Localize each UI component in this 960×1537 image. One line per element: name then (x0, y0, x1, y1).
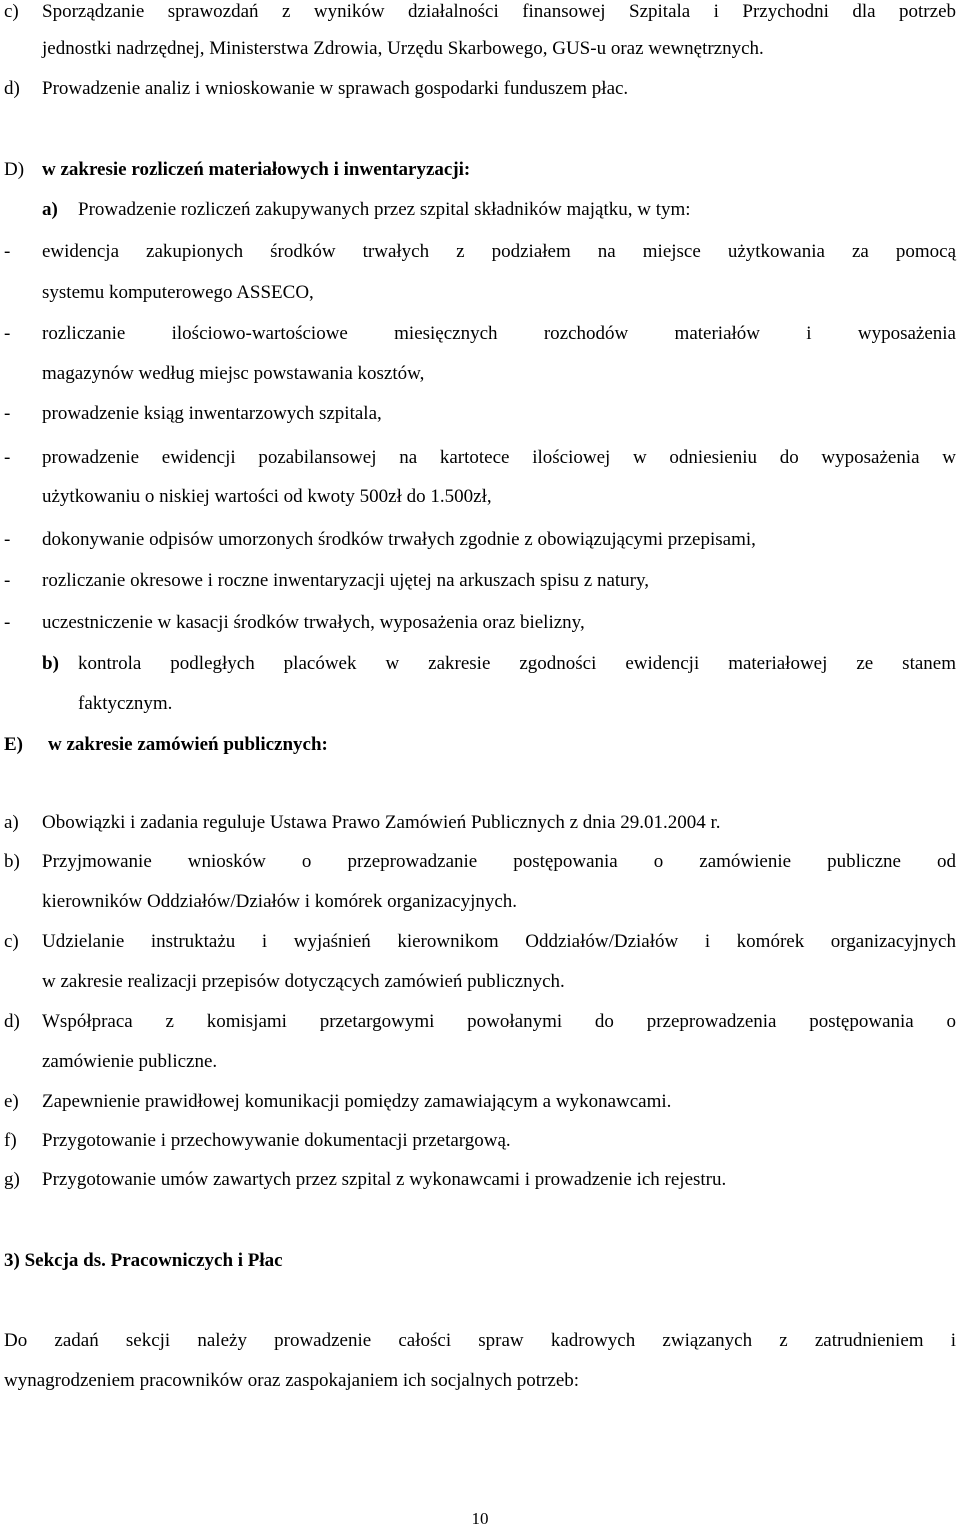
bullet-line: ewidencja zakupionych środków trwałych z podziałem na miejsce użytkowania za pomocą (42, 241, 956, 262)
bullet-line: systemu komputerowego ASSECO, (42, 282, 314, 303)
item-label: d) (4, 1011, 20, 1032)
bullet-line: prowadzenie ewidencji pozabilansowej na kartotece ilościowej w odniesieniu do wyposażenia w (42, 447, 956, 468)
item-label: f) (4, 1130, 17, 1151)
bullet-line: użytkowaniu o niskiej wartości od kwoty 500zł do 1.500zł, (42, 486, 492, 507)
item-label: c) (4, 1, 19, 22)
item-label: c) (4, 931, 19, 952)
item-label: g) (4, 1169, 20, 1190)
paragraph-line: zamówienie publiczne. (42, 1051, 218, 1072)
page-number: 10 (471, 1509, 489, 1528)
bullet-dash: - (4, 529, 11, 550)
paragraph-line: Zapewnienie prawidłowej komunikacji pomiędzy zamawiającym a wykonawcami. (42, 1091, 672, 1112)
section-label: E) (4, 734, 23, 755)
item-label: a) (4, 812, 19, 833)
paragraph-line: Przygotowanie i przechowywanie dokumentacji przetargową. (42, 1130, 511, 1151)
paragraph-line: Współpraca z komisjami przetargowymi powołanymi do przeprowadzenia postępowania o (42, 1011, 956, 1032)
paragraph-line: kontrola podległych placówek w zakresie zgodności ewidencji materiałowej ze stanem (78, 653, 956, 674)
bullet-line: magazynów według miejsc powstawania kosztów, (42, 363, 425, 384)
paragraph-line: Udzielanie instruktażu i wyjaśnień kierownikom Oddziałów/Działów i komórek organizacyjnych (42, 931, 956, 952)
bullet-line: dokonywanie odpisów umorzonych środków trwałych zgodnie z obowiązującymi przepisami, (42, 529, 756, 550)
section-label: D) (4, 159, 25, 180)
paragraph-line: jednostki nadrzędnej, Ministerstwa Zdrowia, Urzędu Skarbowego, GUS-u oraz wewnętrznych. (42, 38, 764, 59)
paragraph-line: Sporządzanie sprawozdań z wyników działalności finansowej Szpitala i Przychodni dla potrzeb (42, 1, 956, 22)
bullet-line: rozliczanie okresowe i roczne inwentaryzacji ujętej na arkuszach spisu z natury, (42, 570, 650, 591)
item-label: a) (42, 199, 58, 220)
paragraph-line: faktycznym. (78, 693, 173, 714)
bullet-dash: - (4, 241, 11, 262)
bullet-line: uczestniczenie w kasacji środków trwałych, wyposażenia oraz bielizny, (42, 612, 585, 633)
item-label: e) (4, 1091, 19, 1112)
item-label: d) (4, 78, 20, 99)
bullet-dash: - (4, 612, 11, 633)
item-label: b) (42, 653, 59, 674)
bullet-dash: - (4, 570, 11, 591)
paragraph-line: Do zadań sekcji należy prowadzenie całości spraw kadrowych związanych z zatrudnieniem i (4, 1330, 956, 1351)
bullet-dash: - (4, 447, 11, 468)
bullet-dash: - (4, 403, 11, 424)
bullet-dash: - (4, 323, 11, 344)
paragraph-line: wynagrodzeniem pracowników oraz zaspokajaniem ich socjalnych potrzeb: (4, 1370, 580, 1391)
paragraph-line: Obowiązki i zadania reguluje Ustawa Prawo Zamówień Publicznych z dnia 29.01.2004 r. (42, 812, 721, 833)
paragraph-line: Przygotowanie umów zawartych przez szpital z wykonawcami i prowadzenie ich rejestru. (42, 1169, 727, 1190)
item-label: b) (4, 851, 20, 872)
section-heading: 3) Sekcja ds. Pracowniczych i Płac (4, 1250, 283, 1271)
paragraph-line: Przyjmowanie wniosków o przeprowadzanie postępowania o zamówienie publiczne od (42, 851, 956, 872)
section-heading: w zakresie rozliczeń materiałowych i inwentaryzacji: (42, 159, 471, 180)
paragraph-line: w zakresie realizacji przepisów dotyczących zamówień publicznych. (42, 971, 565, 992)
bullet-line: prowadzenie ksiąg inwentarzowych szpitala, (42, 403, 382, 424)
paragraph-line: Prowadzenie analiz i wnioskowanie w sprawach gospodarki funduszem płac. (42, 78, 629, 99)
section-heading: w zakresie zamówień publicznych: (48, 734, 328, 755)
paragraph-line: Prowadzenie rozliczeń zakupywanych przez szpital składników majątku, w tym: (78, 199, 691, 220)
paragraph-line: kierowników Oddziałów/Działów i komórek organizacyjnych. (42, 891, 518, 912)
bullet-line: rozliczanie ilościowo-wartościowe miesięcznych rozchodów materiałów i wyposażenia (42, 323, 956, 344)
